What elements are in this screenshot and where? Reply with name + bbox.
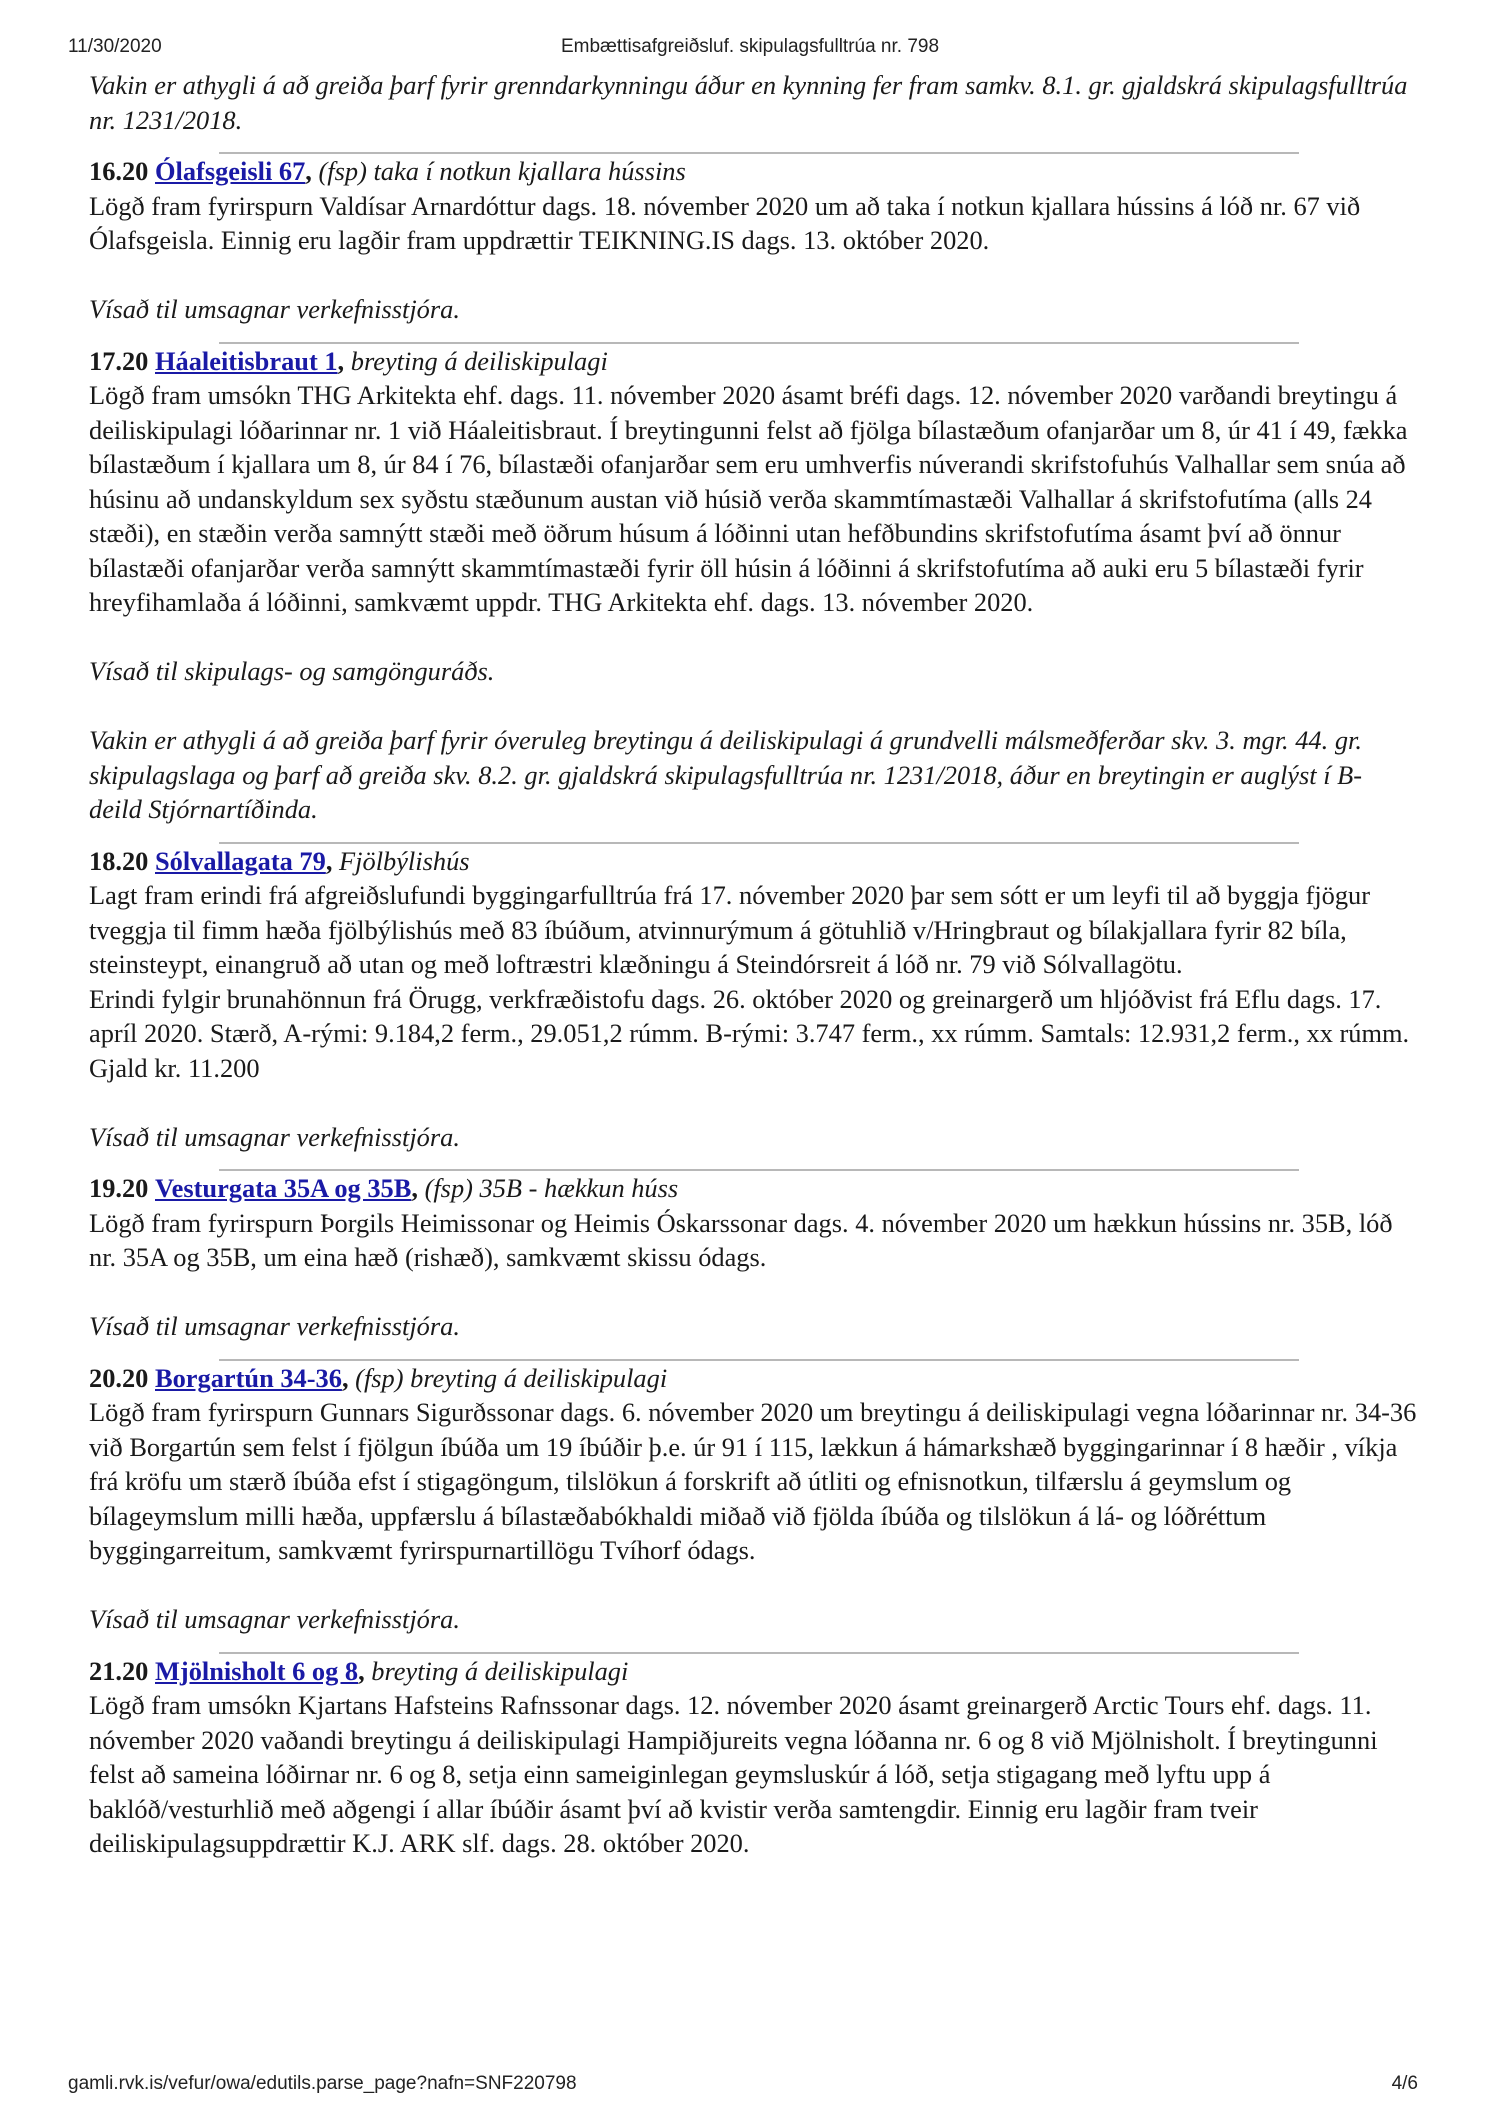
print-url: gamli.rvk.is/vefur/owa/edutils.parse_page?nafn=SNF220798 <box>68 2073 577 2094</box>
item-body: Lögð fram fyrirspurn Gunnars Sigurðssonar dags. 6. nóvember 2020 um breytingu á deiliskipulagi vegna lóðarinnar nr. 34-36 við Borgartún sem felst í fjölgun íbúða um 19 íbúðir þ.e. úr 91 í 115, lækkun á hámarkshæð byggingarinnar í 8 hæðir , víkja frá kröfu um stærð íbúða efst í stigagöngum, tilslökun á forskrift að útliti og efnisnotkun, tilfærslu á geymslum og bílageymslum milli hæða, uppfærslu á bílastæðabókhaldi miðað við fjölda íbúða og tilslökun á lá- og lóðréttum byggingarreitum, samkvæmt fyrirspurnartillögu Tvíhorf ódags. <box>89 1397 1417 1565</box>
item-heading: 20.20 Borgartún 34-36, (fsp) breyting á deiliskipulagi <box>89 1362 668 1393</box>
item-note: Vakin er athygli á að greiða þarf fyrir óveruleg breytingu á deiliskipulagi á grundvelli málsmeðferðar skv. 3. mgr. 44. gr. skipulagslaga og þarf að greiða skv. 8.2. gr. gjaldskrá skipulagsfulltrúa nr. 1231/2018, áður en breytingin er auglýst í B- deild Stjórnartíðinda. <box>89 725 1363 824</box>
item-body: Lagt fram erindi frá afgreiðslufundi byggingarfulltrúa frá 17. nóvember 2020 þar sem sótt er um leyfi til að byggja fjögur tveggja til fimm hæða fjölbýlishús með 83 íbúðum, atvinnurýmum á götuhlið v/Hringbraut og bílakjallara fyrir 82 bíla, steinsteypt, einangruð að utan og með loftræstri klæðningu á Steindórsreit á lóð nr. 79 við Sólvallagötu. <box>89 880 1371 979</box>
item-decision: Vísað til umsagnar verkefnisstjóra. <box>89 1121 460 1152</box>
item-number: 17.20 <box>89 345 149 376</box>
item-address-link[interactable]: Sólvallagata 79 <box>155 845 326 876</box>
item-address-link[interactable]: Háaleitisbraut 1 <box>155 345 338 376</box>
item-address-link[interactable]: Borgartún 34-36 <box>155 1362 342 1393</box>
agenda-item-21-20 <box>89 1654 1419 1861</box>
item-subject: (fsp) 35B - hækkun húss <box>424 1173 679 1203</box>
print-footer <box>68 2073 1432 2103</box>
item-subject: Fjölbýlishús <box>339 845 470 876</box>
intro-note: Vakin er athygli á að greiða þarf fyrir grenndarkynningu áður en kynning fer fram samkv. 8.1. gr. gjaldskrá skipulagsfulltrúa nr. 1231/2018. <box>89 70 1408 135</box>
document-content <box>89 68 1419 1861</box>
agenda-item-17-20 <box>89 344 1419 827</box>
item-number: 21.20 <box>89 1655 149 1686</box>
item-decision: Vísað til umsagnar verkefnisstjóra. <box>89 1604 460 1634</box>
item-heading: 17.20 Háaleitisbraut 1, breyting á deiliskipulagi <box>89 345 608 376</box>
item-heading: 18.20 Sólvallagata 79, Fjölbýlishús <box>89 845 470 876</box>
agenda-item-18-20 <box>89 844 1419 1155</box>
item-number: 19.20 <box>89 1173 149 1203</box>
item-decision: Vísað til umsagnar verkefnisstjóra. <box>89 1311 460 1341</box>
page-number: 4/6 <box>1391 2073 1418 2094</box>
item-body: Lögð fram fyrirspurn Valdísar Arnardóttur dags. 18. nóvember 2020 um að taka í notkun kjallara hússins á lóð nr. 67 við Ólafsgeisla. Einnig eru lagðir fram uppdrættir TEIKNING.IS dags. 13. október 2020. <box>89 190 1361 255</box>
item-address-link[interactable]: Mjölnisholt 6 og 8 <box>155 1655 359 1686</box>
item-address-link[interactable]: Ólafsgeisli 67 <box>155 156 306 186</box>
item-body: Lögð fram umsókn THG Arkitekta ehf. dags. 11. nóvember 2020 ásamt bréfi dags. 12. nóvember 2020 varðandi breytingu á deiliskipulagi lóðarinnar nr. 1 við Háaleitisbraut. Í breytingunni felst að fjölga bílastæðum ofanjarðar um 8, úr 41 í 49, fækka bílastæðum í kjallara um 8, úr 84 í 76, bílastæði ofanjarðar sem eru umhverfis núverandi skrifstofuhús Valhallar sem snúa að húsinu að undanskyldum sex syðstu stæðunum austan við húsið verða skammtímastæði Valhallar á skrifstofutíma (alls 24 stæði), en stæðin verða samnýtt stæði með öðrum húsum á lóðinni utan hefðbundins skrifstofutíma ásamt því að önnur bílastæði ofanjarðar verða samnýtt skammtímastæði fyrir öll húsin á lóðinni á skrifstofutíma að auki eru 5 bílastæði fyrir hreyfihamlaða á lóðinni, samkvæmt uppdr. THG Arkitekta ehf. dags. 13. nóvember 2020. <box>89 380 1408 617</box>
item-body: Lögð fram fyrirspurn Þorgils Heimissonar og Heimis Óskarssonar dags. 4. nóvember 2020 um hækkun hússins nr. 35B, lóð nr. 35A og 35B, um eina hæð (rishæð), samkvæmt skissu ódags. <box>89 1207 1393 1272</box>
print-title: Embættisafgreiðsluf. skipulagsfulltrúa nr. 798 <box>560 36 940 57</box>
agenda-item-16-20 <box>89 154 1419 327</box>
item-number: 16.20 <box>89 156 149 186</box>
item-number: 20.20 <box>89 1362 149 1393</box>
agenda-item-19-20 <box>89 1171 1419 1344</box>
item-address-link[interactable]: Vesturgata 35A og 35B <box>155 1173 412 1203</box>
item-subject: (fsp) taka í notkun kjallara hússins <box>318 156 686 186</box>
print-date: 11/30/2020 <box>68 36 162 57</box>
item-body: Erindi fylgir brunahönnun frá Örugg, verkfræðistofu dags. 26. október 2020 og greinargerð um hljóðvist frá Eflu dags. 17. apríl 2020. Stærð, A-rými: 9.184,2 ferm., 29.051,2 rúmm. B-rými: 3.747 ferm., xx rúmm. Samtals: 12.931,2 ferm., xx rúmm. Gjald kr. 11.200 <box>89 983 1410 1083</box>
item-subject: (fsp) breyting á deiliskipulagi <box>355 1362 668 1393</box>
item-heading: 16.20 Ólafsgeisli 67, (fsp) taka í notkun kjallara hússins <box>89 156 686 186</box>
item-body: Lögð fram umsókn Kjartans Hafsteins Rafnssonar dags. 12. nóvember 2020 ásamt greinargerð Arctic Tours ehf. dags. 11. nóvember 2020 vaðandi breytingu á deiliskipulagi Hampiðjureits vegna lóðanna nr. 6 og 8 við Mjölnisholt. Í breytingunni felst að sameina lóðirnar nr. 6 og 8, setja einn sameiginlegan geymsluskúr á lóð, setja stigagang með lyftu upp á baklóð/vesturhlið með aðgengi í allar íbúðir ásamt því að kvistir verða samtengdir. Einnig eru lagðir fram tveir deiliskipulagsuppdrættir K.J. ARK slf. dags. 28. október 2020. <box>89 1690 1378 1858</box>
print-header <box>68 36 1432 66</box>
item-number: 18.20 <box>89 845 149 876</box>
item-decision: Vísað til skipulags- og samgönguráðs. <box>89 656 495 686</box>
item-heading: 21.20 Mjölnisholt 6 og 8, breyting á deiliskipulagi <box>89 1655 629 1686</box>
item-subject: breyting á deiliskipulagi <box>350 345 608 376</box>
item-subject: breyting á deiliskipulagi <box>371 1655 629 1686</box>
agenda-item-20-20 <box>89 1361 1419 1637</box>
item-decision: Vísað til umsagnar verkefnisstjóra. <box>89 294 460 324</box>
item-heading: 19.20 Vesturgata 35A og 35B, (fsp) 35B - hækkun húss <box>89 1173 679 1203</box>
